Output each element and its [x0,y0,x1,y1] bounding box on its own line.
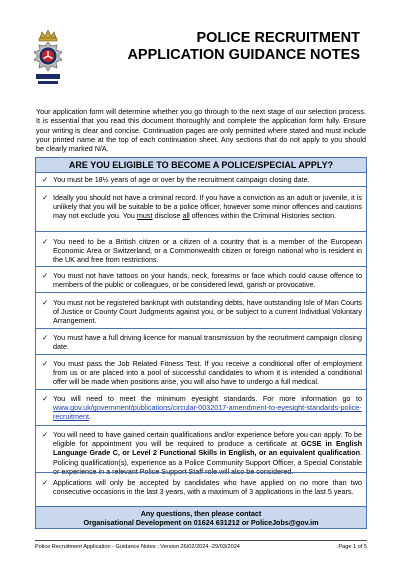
check-icon: ✓ [42,430,49,439]
eligibility-box [35,157,367,529]
footer-divider [35,540,367,541]
check-icon: ✓ [42,333,49,342]
intro-paragraph: Your application form will determine whether you go through to the next stage of our selection process. It is essential that you read this document thoroughly and complete the application form fully. Ensure your writing is clear and concise. Continuation pages are only permitted where stated and must include your printed name at the top of each continuation sheet. Any sections that do not apply to you should be clearly marked N/A. [36,107,366,154]
title-line-2: APPLICATION GUIDANCE NOTES [127,47,360,63]
check-icon: ✓ [42,478,49,487]
check-icon: ✓ [42,237,49,246]
check-icon: ✓ [42,298,49,307]
eligibility-item-text: You will need to have gained certain qualifications and/or experience before you can apply. To be eligible for appointment you will be required to produce a certificate at GCSE in English Language Grade C, or Level 2 Functional Skills in English, or an equivalent qualification. Policing qualification(s), experience as a Police Community Support Officer, a Special Constable or experience in a relevant Police Support Staff role will also be considered. [53,430,362,476]
divider [36,328,366,329]
eligibility-item-text: You must have a full driving licence for manual transmission by the recruitment campaign closing date. [53,333,362,352]
title-line-1: POLICE RECRUITMENT [196,30,360,46]
eligibility-item-text: You must be 18½ years of age or over by the recruitment campaign closing date. [53,175,310,184]
contact-line-2: Organisational Development on 01624 631212 or PoliceJobs@gov.im [83,518,319,527]
eligibility-item-text: Applications will only be accepted by candidates who have applied on no more than two consecutive occasions in the last 3 years, with a maximum of 3 applications in the last 5 years. [53,478,362,497]
check-icon: ✓ [42,271,49,280]
check-icon: ✓ [42,175,49,184]
eligibility-item-text: You need to be a British citizen or a citizen of a country that is a member of the European Economic Area or Switzerland, or a Commonwealth citizen or foreign national who is resident in the UK and free from restrictions. [53,237,362,265]
eligibility-item-text: You must not be registered bankrupt with outstanding debts, have outstanding Isle of Man Courts of Justice or County Court Judgments against you, or be subject to a current Individual Voluntary Arrangement. [53,298,362,326]
divider [36,292,366,293]
divider [36,389,366,390]
eligibility-heading: ARE YOU ELIGIBLE TO BECOME A POLICE/SPECIAL APPLY? [36,158,366,173]
all-emphasis: all [182,211,190,221]
eligibility-item-text: You must pass the Job Related Fitness Test. If you receive a conditional offer of employment from us or are placed into a pool of successful candidates to whom it is intended a conditional offer will be made when positions arise, you will also have to undergo a full medical. [53,359,362,387]
divider [36,354,366,355]
contact-line-1: Any questions, then please contact [140,509,262,518]
eligibility-item-text: You must not have tattoos on your hands, neck, forearms or face which could cause offence to members of the public or colleagues, or be considered lewd, garish or provocative. [53,271,362,290]
eligibility-item-text: Ideally you should not have a criminal record. If you have a conviction as an adult or juvenile, it is unlikely that you will be suitable to be a police officer, however some minor offences and cautions may not exclude you. You must disclose all offences within the Criminal Histories section. [53,193,362,221]
divider [36,186,366,187]
contact-box [36,506,366,528]
divider [36,266,366,267]
check-icon: ✓ [42,394,49,403]
divider [36,231,366,232]
page-title [127,30,360,64]
eyesight-standards-link[interactable]: www.gov.uk/government/publications/circular-0032017-amendment-to-eyesight-standards-police-recruitment [53,403,362,422]
divider [36,425,366,426]
page-number: Page 1 of 5 [338,544,367,550]
check-icon: ✓ [42,193,49,202]
police-crest-icon [26,28,70,90]
eligibility-item-text: You will need to meet the minimum eyesight standards. For more information go to www.gov.uk/government/publications/circular-0032017-amendment-to-eyesight-standards-police-recruitment. [53,394,362,422]
must-emphasis: must [136,211,153,221]
footer-version: Police Recruitment Application - Guidance Notes ; Version 26/02/2024 -29/03/2024 [35,544,240,550]
qualification-requirement: GCSE in English Language Grade C, or Level 2 Functional Skills in English, or an equivalent qualification [53,439,362,458]
check-icon: ✓ [42,359,49,368]
divider [36,472,366,473]
